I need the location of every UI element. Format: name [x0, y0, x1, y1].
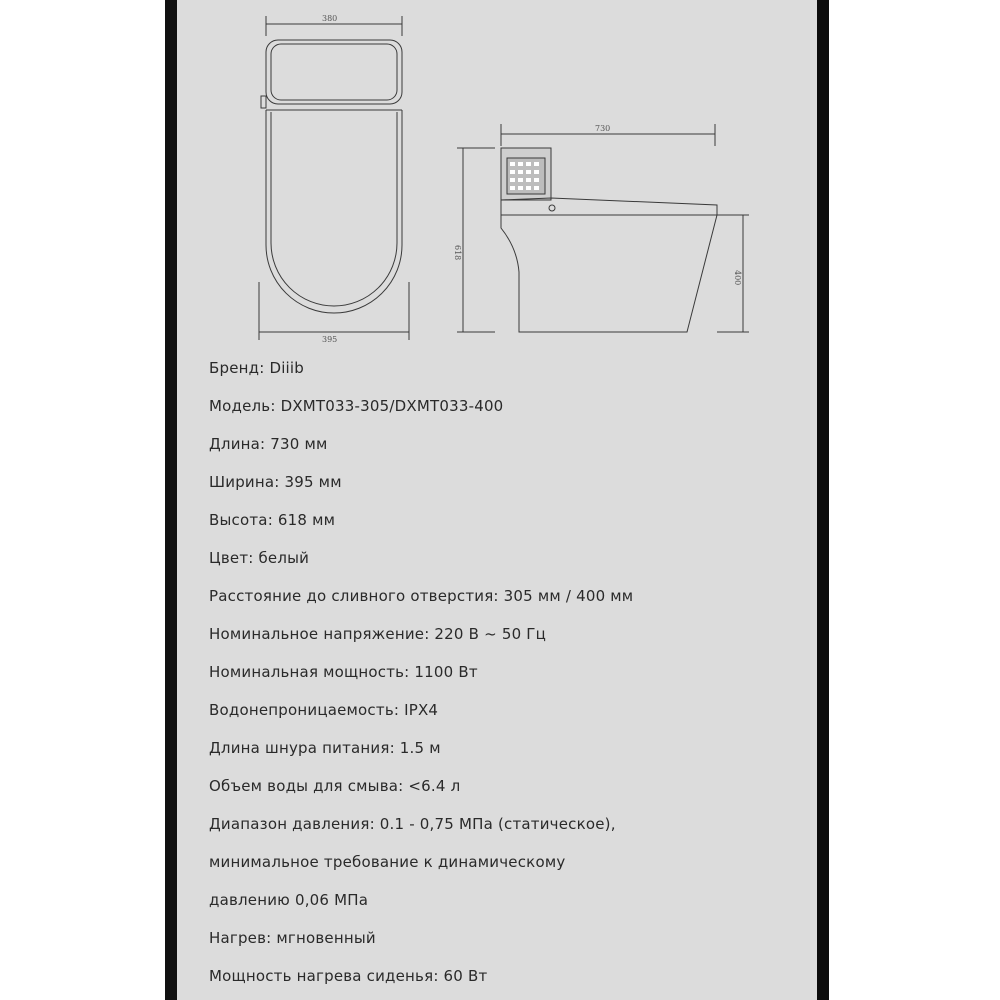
length-label: 730	[595, 124, 611, 133]
right-border-bar	[817, 0, 829, 1000]
top-view-drawing	[259, 16, 409, 340]
spec-voltage: Номинальное напряжение: 220 В ~ 50 Гц	[209, 625, 547, 643]
right-margin	[829, 0, 1000, 1000]
bottom-width-label: 395	[322, 335, 338, 344]
spec-flush-volume: Объем воды для смыва: <6.4 л	[209, 777, 461, 795]
left-border-bar	[165, 0, 177, 1000]
technical-drawing	[177, 0, 817, 345]
spec-heating: Нагрев: мгновенный	[209, 929, 376, 947]
left-margin	[0, 0, 165, 1000]
spec-brand: Бренд: Diiib	[209, 359, 305, 377]
spec-waterproof: Водонепроницаемость: IPX4	[209, 701, 439, 719]
top-width-label: 380	[322, 14, 338, 23]
spec-power: Номинальная мощность: 1100 Вт	[209, 663, 478, 681]
spec-cord-length: Длина шнура питания: 1.5 м	[209, 739, 441, 757]
spec-seat-heating-power: Мощность нагрева сиденья: 60 Вт	[209, 967, 488, 985]
spec-sheet-panel	[177, 0, 817, 1000]
spec-color: Цвет: белый	[209, 549, 310, 567]
spec-model: Модель: DXMT033-305/DXMT033-400	[209, 397, 504, 415]
spec-pressure-range: Диапазон давления: 0.1 - 0,75 МПа (статическое),	[209, 815, 616, 833]
spec-pressure-range-line3: давлению 0,06 МПа	[209, 891, 369, 909]
spec-length: Длина: 730 мм	[209, 435, 328, 453]
height-label: 618	[453, 245, 462, 261]
side-view-drawing	[457, 124, 749, 332]
spec-width: Ширина: 395 мм	[209, 473, 342, 491]
spec-list	[209, 353, 633, 999]
rough-in-label: 400	[733, 270, 742, 286]
spec-height: Высота: 618 мм	[209, 511, 336, 529]
spec-pressure-range-line2: минимальное требование к динамическому	[209, 853, 566, 871]
spec-rough-in: Расстояние до сливного отверстия: 305 мм / 400 мм	[209, 587, 634, 605]
